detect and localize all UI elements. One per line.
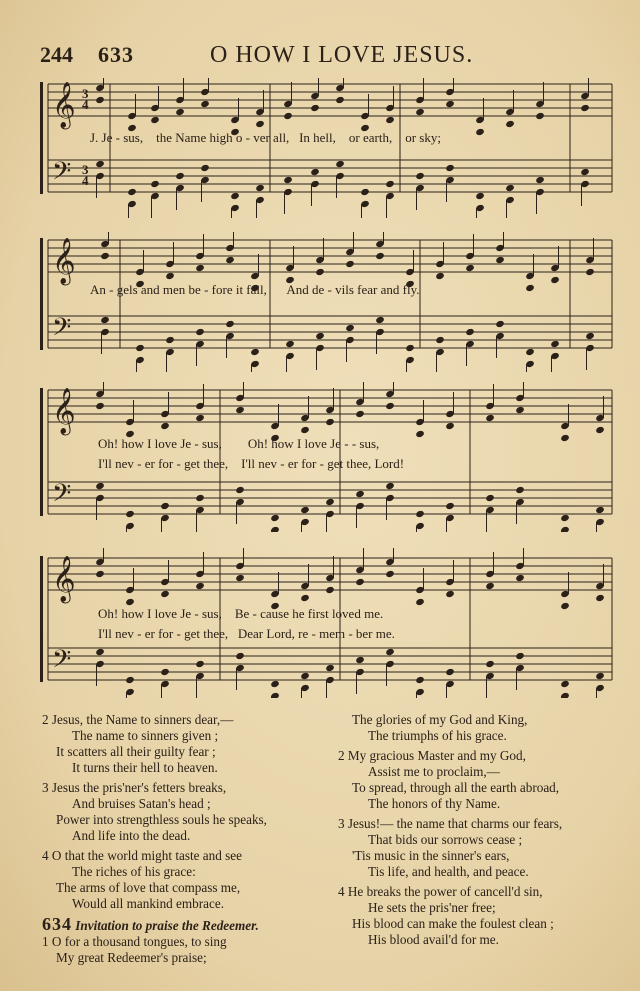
svg-text:3: 3 bbox=[82, 86, 89, 101]
svg-text:3: 3 bbox=[82, 162, 89, 177]
lyric-line: J. Je - sus, the Name high o - ver all, In hell, or earth, or sky; bbox=[90, 130, 441, 145]
hymn-title: O HOW I LOVE JESUS. bbox=[210, 42, 474, 68]
svg-text:𝄞: 𝄞 bbox=[52, 82, 76, 128]
stanza: 4 He breaks the power of cancell'd sin, He sets the pris'ner free; His blood can make the foulest clean ; His blood avail'd for me. bbox=[338, 884, 554, 947]
lyric-line: I'll nev - er for - get thee, I'll nev - er for - get thee, Lord! bbox=[98, 456, 405, 471]
stanza: 3 Jesus!— the name that charms our fears, That bids our sorrows cease ; 'Tis music in the sinner's ears, Tis life, and health, and peace. bbox=[338, 816, 563, 879]
stanza: 4 O that the world might taste and see The riches of his grace: The arms of love that compass me, Would all mankind embrace. bbox=[42, 848, 242, 911]
music-system-4 bbox=[40, 548, 615, 698]
music-system-2 bbox=[40, 232, 615, 372]
svg-text:4: 4 bbox=[82, 97, 89, 112]
stanza: 3 Jesus the pris'ner's fetters breaks, And bruises Satan's head ; Power into strengthless souls he speaks, And life into the dead. bbox=[42, 780, 267, 843]
stanza: 2 Jesus, the Name to sinners dear,— The name to sinners given ; It scatters all their guilty fear ; It turns their hell to heaven. bbox=[42, 712, 234, 775]
page-header bbox=[40, 42, 610, 70]
verses-right-column bbox=[338, 712, 638, 952]
stanza: 1 O for a thousand tongues, to sing My great Redeemer's praise; bbox=[42, 934, 227, 965]
hymn-number: 633 bbox=[98, 42, 134, 67]
svg-text:𝄞: 𝄞 bbox=[52, 388, 76, 434]
svg-text:𝄢: 𝄢 bbox=[52, 313, 72, 348]
lyric-line: An - gels and men be - fore it fall, And de - vils fear and fly. bbox=[90, 282, 420, 297]
next-hymn-number: 634 bbox=[42, 914, 72, 934]
next-hymn-heading bbox=[42, 916, 342, 934]
lyric-line: Oh! how I love Je - sus, Oh! how I love Je - - sus, bbox=[98, 436, 380, 451]
svg-text:𝄞: 𝄞 bbox=[52, 556, 76, 602]
lyric-line: I'll nev - er for - get thee, Dear Lord, re - mem - ber me. bbox=[98, 626, 395, 641]
svg-text:𝄢: 𝄢 bbox=[52, 479, 72, 514]
music-system-1 bbox=[40, 78, 615, 218]
next-hymn-subtitle: Invitation to praise the Redeemer. bbox=[75, 918, 259, 933]
staff-graphic bbox=[40, 232, 615, 372]
svg-text:4: 4 bbox=[82, 173, 89, 188]
svg-text:𝄞: 𝄞 bbox=[52, 238, 76, 284]
staff-graphic bbox=[40, 548, 615, 698]
verses-left-column bbox=[42, 712, 342, 970]
svg-text:𝄢: 𝄢 bbox=[52, 157, 72, 192]
staff-graphic bbox=[40, 78, 615, 218]
lyric-line: Oh! how I love Je - sus, Be - cause he first loved me. bbox=[98, 606, 384, 621]
stanza-continuation: The glories of my God and King, The triumphs of his grace. bbox=[352, 712, 528, 743]
svg-text:𝄢: 𝄢 bbox=[52, 645, 72, 680]
music-system-3 bbox=[40, 382, 615, 532]
page-number: 244 bbox=[40, 42, 73, 67]
stanza: 2 My gracious Master and my God, Assist me to proclaim,— To spread, through all the earth abroad, The honors of thy Name. bbox=[338, 748, 560, 811]
